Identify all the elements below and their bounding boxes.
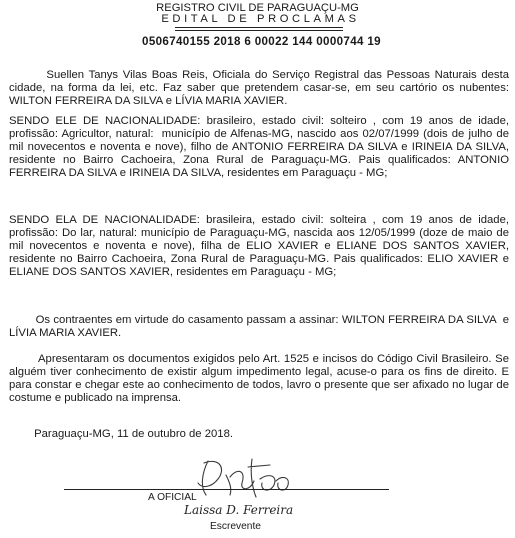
signature-title: A OFICIAL <box>148 492 197 503</box>
contracting-parties-paragraph: Os contraentes em virtude do casamento passam a assinar: WILTON FERREIRA DA SILVA e LÍVIA MARIA XAVIER. <box>9 314 513 340</box>
place-date: Paraguaçu-MG, 11 de outubro de 2018. <box>9 428 233 440</box>
bride-paragraph: SENDO ELA DE NACIONALIDADE: brasileira, estado civil: solteira , com 19 anos de idade, profissão: Do lar, natural: município de Paraguaçu-MG, nascida aos 12/05/1999 (doze de maio de mil novecentos e noventa e nove), filha de ELIO XAVIER e ELIANE DOS SANTOS XAVIER, residente no Bairro Cachoeira, Zona Rural de Paraguaçu-MG. Pais qualificados: ELIO XAVIER e ELIANE DOS SANTOS XAVIER, residentes em Paraguaçu - MG; <box>9 214 513 279</box>
documents-paragraph: Apresentaram os documentos exigidos pelo Art. 1525 e incisos do Código Civil Brasileiro. Se alguém tiver conhecimento de existir algum impedimento legal, acuse-o para os fins de direito. E para constar e chegar este ao conhecimento de todos, lavro o presente que ser afixado no lugar de costume e publicado na imprensa. <box>9 353 513 405</box>
signature-line <box>64 489 389 490</box>
registration-number: 0506740155 2018 6 00022 144 0000744 19 <box>142 35 381 48</box>
registry-name: REGISTRO CIVIL DE PARAGUAÇU-MG <box>156 2 359 14</box>
groom-paragraph: SENDO ELE DE NACIONALIDADE: brasileiro, estado civil: solteiro , com 19 anos de idade, profissão: Agricultor, natural: município de Alfenas-MG, nascido aos 02/07/1999 (dois de julho de mil novecentos e noventa e nove), filho de ANTONIO FERREIRA DA SILVA e IRINEIA DA SILVA, residente no Bairro Cachoeira, Zona Rural de Paraguaçu-MG. Pais qualificados: ANTONIO FERREIRA DA SILVA e IRINEIA DA SILVA, residentes em Paraguaçu - MG; <box>9 115 513 180</box>
handwritten-signature <box>190 453 300 503</box>
signer-name: Laissa D. Ferreira <box>184 503 294 517</box>
document-title: EDITAL DE PROCLAMAS <box>161 13 360 25</box>
intro-paragraph: Suellen Tanys Vilas Boas Reis, Oficiala do Serviço Registral das Pessoas Naturais desta cidade, na forma da lei, etc. Faz saber que pretendem casar-se, em seu cartório os nubentes: WILTON FERREIRA DA SILVA e LÍVIA MARIA XAVIER. <box>9 69 513 108</box>
title-underline-top <box>175 27 343 28</box>
signer-role: Escrevente <box>210 521 261 532</box>
title-underline-bottom <box>175 30 343 31</box>
